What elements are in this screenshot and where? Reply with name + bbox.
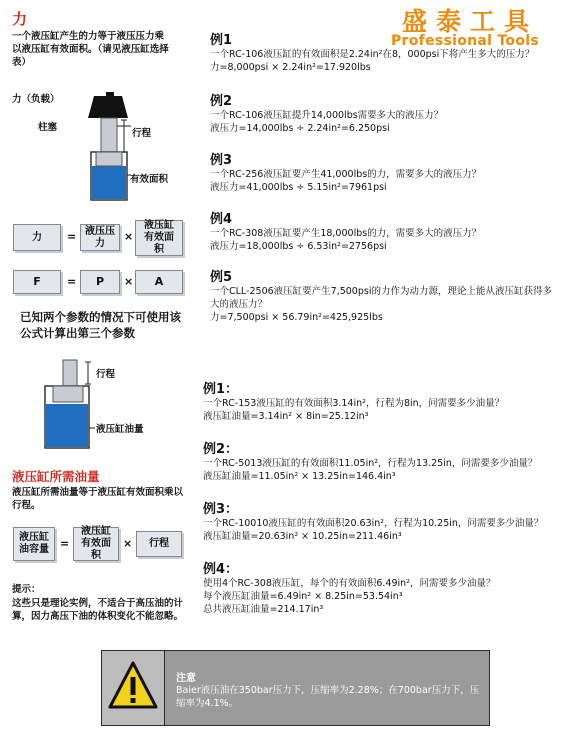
- label-plunger: 柱塞: [38, 122, 58, 133]
- formula-equals: =: [67, 230, 77, 243]
- warning-title: 注意: [176, 673, 196, 684]
- label-oil-volume: 液压缸油量: [96, 424, 144, 435]
- oil-formula-stroke-box: 行程: [136, 531, 182, 557]
- cylinder-load-illustration: [70, 90, 145, 205]
- formula-pressure-box: 液压压力: [80, 224, 120, 251]
- example-answer: 力=8,000psi × 2.24in²=17.920lbs: [210, 62, 371, 73]
- example-question: 一个RC-5013液压缸的有效面积11.05in²，行程为13.25in，问需要多少油量？: [203, 458, 538, 469]
- example-question: 一个CLL-2506液压缸要产生7,500psi的力作为动力源，理论上能从液压缸获得多大的液压力？: [210, 286, 552, 310]
- oil-formula-area-box: 液压缸有效面积: [73, 527, 119, 561]
- force-example-4: [210, 212, 565, 253]
- example-answer: 液压力=18,000lbs ÷ 6.53in²=2756psi: [210, 241, 387, 252]
- example-title: 例2：: [203, 442, 239, 457]
- oil-example-1: [203, 382, 563, 423]
- example-answer: 液压力=14,000lbs ÷ 2.24in²=6.250psi: [210, 123, 390, 134]
- example-question: 一个RC-153液压缸的有效面积3.14in²，行程为8in，问需要多少油量？: [203, 398, 505, 409]
- oil-example-3: [203, 502, 563, 543]
- formula-symbol-equals: =: [67, 275, 77, 288]
- force-example-1: [210, 33, 565, 74]
- brand-chinese-name: 盛泰工具: [402, 7, 539, 36]
- example-total: 总共液压缸油量=214.17in³: [203, 604, 324, 615]
- formula-f-box: F: [13, 270, 61, 294]
- warning-box: [101, 650, 490, 726]
- force-example-5: [210, 270, 555, 324]
- example-answer: 力=7,500psi × 56.79in²=425,925lbs: [210, 312, 383, 323]
- tip-title: 提示：: [12, 584, 41, 595]
- oil-intro: 液压缸所需油量等于液压缸有效面积乘以行程。: [12, 487, 184, 511]
- oil-heading: 液压缸所需油量: [12, 469, 100, 484]
- example-title: 例3: [210, 153, 233, 168]
- label-oil-stroke: 行程: [96, 369, 116, 380]
- force-heading: 力: [12, 10, 28, 28]
- brand-english-name: Professional Tools: [391, 33, 539, 49]
- example-answer: 液压缸油量=3.14in² × 8in=25.12in³: [203, 411, 369, 422]
- force-intro: 一个液压缸产生的力等于液压压力乘以液压缸有效面积。（请见液压缸选择表）: [12, 31, 169, 68]
- example-question: 一个RC-10010液压缸的有效面积20.63in²，行程为10.25in，问需要多少油量？: [203, 518, 544, 529]
- oil-formula-capacity-box: 液压缸油容量: [13, 527, 55, 561]
- example-answer: 每个液压缸油量=6.49in² × 8.25in=53.54in³: [203, 591, 403, 602]
- force-example-3: [210, 153, 565, 194]
- example-question: 使用4个RC-308液压缸，每个的有效面积6.49in²，问需要多少油量？: [203, 578, 496, 589]
- example-title: 例1：: [203, 382, 239, 397]
- oil-example-2: [203, 442, 563, 483]
- warning-icon-panel: [102, 651, 165, 725]
- warning-triangle-icon: [102, 651, 164, 725]
- formula-p-box: P: [80, 270, 120, 294]
- formula-force-box: 力: [13, 224, 61, 251]
- tip-body: 这些只是理论实例，不适合于高压油的计算，因力高压下油的体积变化不能忽略。: [12, 598, 184, 622]
- example-question: 一个RC-256液压缸要产生41,000lbs的力，需要多大的液压力？: [210, 169, 482, 180]
- example-title: 例4: [210, 212, 233, 227]
- formula-a-box: A: [135, 270, 183, 294]
- example-title: 例1: [210, 33, 233, 48]
- formula-times: ×: [124, 230, 134, 243]
- example-answer: 液压缸油量=11.05in² × 13.25in=146.4in³: [203, 471, 396, 482]
- label-stroke: 行程: [132, 128, 152, 139]
- warning-body: Baier液压油在350bar压力下，压缩率为2.28%；在700bar压力下，压缩率为4.1%。: [176, 685, 480, 709]
- example-answer: 液压缸油量=20.63in² × 10.25in=211.46in³: [203, 531, 402, 542]
- label-load: 力（负载）: [12, 94, 60, 105]
- force-example-2: [210, 94, 565, 135]
- example-title: 例2: [210, 94, 233, 109]
- oil-example-4: [203, 562, 563, 616]
- oil-formula-equals: =: [60, 537, 70, 550]
- oil-formula-times: ×: [123, 537, 133, 550]
- example-answer: 液压力=41,000lbs ÷ 5.15in²=7961psi: [210, 182, 387, 193]
- example-title: 例4：: [203, 562, 239, 577]
- formula-symbol-times: ×: [124, 275, 134, 288]
- example-question: 一个RC-106液压缸提升14,000lbs需要多大的液压力？: [210, 110, 444, 121]
- formula-area-box: 液压缸有效面积: [135, 220, 183, 256]
- example-title: 例3：: [203, 502, 239, 517]
- example-title: 例5: [210, 270, 233, 285]
- example-question: 一个RC-308液压缸要产生18,000lbs的力，需要多大的液压力？: [210, 228, 482, 239]
- cylinder-oil-illustration: [40, 358, 100, 453]
- example-question: 一个RC-106液压缸的有效面积是2.24in²在8，000psi下将产生多大的压力？: [210, 49, 535, 60]
- label-effective-area: 有效面积: [130, 174, 169, 185]
- formula-note: 已知两个参数的情况下可使用该公式计算出第三个参数: [20, 310, 181, 340]
